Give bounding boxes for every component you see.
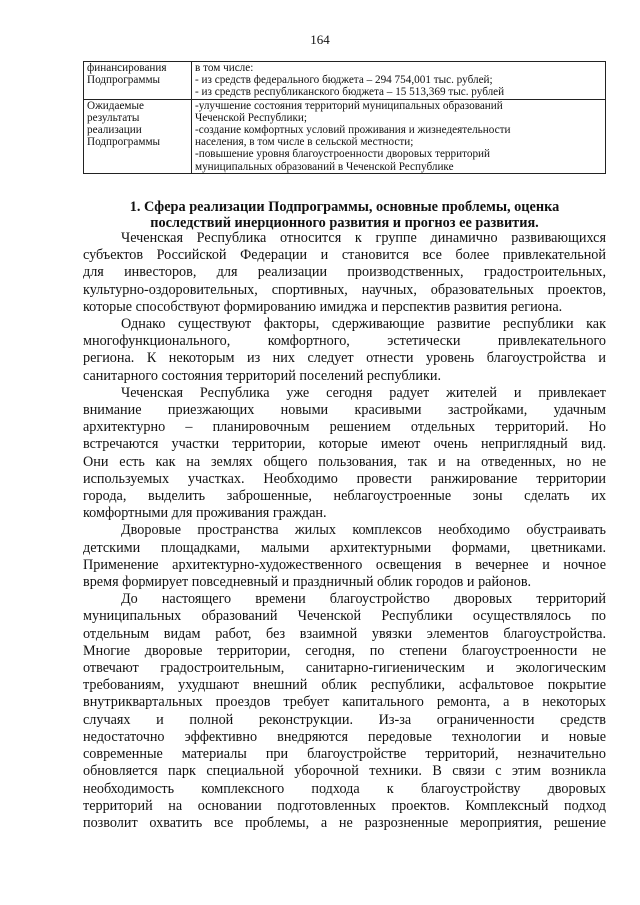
paragraph-line: необходимость комплексного подхода к благоустройству дворовых xyxy=(83,780,606,797)
paragraph-line: требованиям, ухудшают внешний облик республики, асфальтовое покрытие xyxy=(83,677,606,694)
section-heading xyxy=(83,199,606,231)
table-row xyxy=(84,99,606,173)
paragraph-line: детскими площадками, малыми архитектурными формами, цветниками. xyxy=(83,539,606,556)
paragraph-line: До настоящего времени благоустройство дворовых территорий xyxy=(121,591,606,608)
paragraph-line: внимание приезжающих новыми красивыми застройками, удачным xyxy=(83,402,606,419)
cell-text-line: - из средств республиканского бюджета – 15 513,369 тыс. рублей xyxy=(195,86,505,99)
cell-text-line: Подпрограммы xyxy=(87,74,161,87)
cell-text-line: - из средств федерального бюджета – 294 754,001 тыс. рублей; xyxy=(195,74,493,87)
table-cell-label xyxy=(84,62,192,100)
paragraph-line: встречаются участки территории, которые имеют очень неприглядный вид. xyxy=(83,436,606,453)
paragraph-line: комфортными для проживания граждан. xyxy=(83,505,327,522)
paragraph-line: внутриквартальных проездов требует капитального ремонта, а в некоторых xyxy=(83,694,606,711)
paragraph-line: время формирует повседневный и праздничный облик городов и районов. xyxy=(83,574,532,591)
cell-text-line: Ожидаемые xyxy=(87,99,144,112)
paragraph-line: отвечают градостроительным, санитарно-гигиеническим и экологическим xyxy=(83,660,606,677)
cell-text-line: реализации xyxy=(87,124,142,137)
paragraph xyxy=(83,230,606,316)
cell-text-line: муниципальных образований в Чеченской Республике xyxy=(195,160,454,173)
paragraph-line: Чеченская Республика уже сегодня радует жителей и привлекает xyxy=(121,384,606,401)
paragraph-line: которые способствуют формированию имиджа и перспектив развития региона. xyxy=(83,298,563,315)
paragraph-line: используемых участках. Необходимо провести ранжирование территории xyxy=(83,470,606,487)
paragraph-line: отдельным видам работ, без взаимной увязки элементов благоустройства. xyxy=(83,625,606,642)
program-passport-table xyxy=(83,61,606,174)
paragraph-line: региона. К некоторым из них следует отнести уровень благоустройства и xyxy=(83,350,606,367)
paragraph-line: современные материалы при благоустройстве территорий, незначительно xyxy=(83,746,606,763)
table-cell-value xyxy=(192,62,606,100)
paragraph-line: обновляется парк специальной уборочной техники. В связи с этим возникла xyxy=(83,763,606,780)
paragraph-line: архитектурно – планировочным решением отдельных территорий. Но xyxy=(83,419,606,436)
heading-line: последствий инерционного развития и прогноз ее развития. xyxy=(150,215,539,231)
paragraph xyxy=(83,591,606,832)
paragraph-line: Однако существуют факторы, сдерживающие развитие республики как xyxy=(121,316,606,333)
paragraph-line: Дворовые пространства жилых комплексов необходимо обустраивать xyxy=(121,522,606,539)
table-cell-label xyxy=(84,99,192,173)
table-row xyxy=(84,62,606,100)
paragraph-line: территорий на основании подготовленных проектов. Комплексный подход xyxy=(83,797,606,814)
paragraph-line: Чеченская Республика относится к группе динамично развивающихся xyxy=(121,230,606,246)
paragraph-line: позволит охватить все проблемы, а не разрозненные мероприятия, решение xyxy=(83,814,606,831)
paragraph-line: для инвесторов, для реализации производственных, градостроительных, xyxy=(83,264,606,281)
paragraph-line: Многие дворовые территории, сегодня, по степени благоустроенности не xyxy=(83,642,606,659)
cell-text-line: в том числе: xyxy=(195,62,254,74)
paragraph xyxy=(83,316,606,385)
paragraph-line: муниципальных образований Чеченской Республики осуществлялось по xyxy=(83,608,606,625)
heading-line: 1. Сфера реализации Подпрограммы, основные проблемы, оценка xyxy=(129,199,560,215)
cell-text-line: -повышение уровня благоустроенности дворовых территорий xyxy=(195,148,491,161)
paragraph xyxy=(83,522,606,591)
cell-text-line: -создание комфортных условий проживания и жизнедеятельности xyxy=(195,124,511,137)
paragraph-line: Они есть как на землях общего пользования, так и на отведенных, но не xyxy=(83,453,606,470)
cell-text-line: -улучшение состояния территорий муниципальных образований xyxy=(195,99,503,112)
paragraph-line: случаях и полной реконструкции. Из-за ограниченности средств xyxy=(83,711,606,728)
cell-text-line: населения, в том числе в сельской местности; xyxy=(195,136,414,149)
page-number: 164 xyxy=(310,32,330,47)
paragraph-line: города, выделить заброшенные, неблагоустроенные зоны сделать их xyxy=(83,488,606,505)
table-cell-value xyxy=(192,99,606,173)
paragraph-line: недостаточно эффективно внедряются передовые технологии и новые xyxy=(83,728,606,745)
paragraph xyxy=(83,385,606,523)
paragraph-line: многофункционального, комфортного, эстетически привлекательного xyxy=(83,333,606,350)
cell-text-line: финансирования xyxy=(87,62,167,74)
cell-text-line: Подпрограммы xyxy=(87,136,161,149)
paragraph-line: культурно-оздоровительных, спортивных, научных, образовательных проектов, xyxy=(83,281,606,298)
cell-text-line: результаты xyxy=(87,111,140,124)
paragraph-line: Применение архитектурно-художественного освещения в вечернее и ночное xyxy=(83,556,606,573)
cell-text-line: Чеченской Республики; xyxy=(195,111,307,124)
paragraph-line: субъектов Российской Федерации и становится все более привлекательной xyxy=(83,247,606,264)
body-text xyxy=(83,230,606,832)
paragraph-line: санитарного состояния территорий поселений республики. xyxy=(83,367,441,384)
